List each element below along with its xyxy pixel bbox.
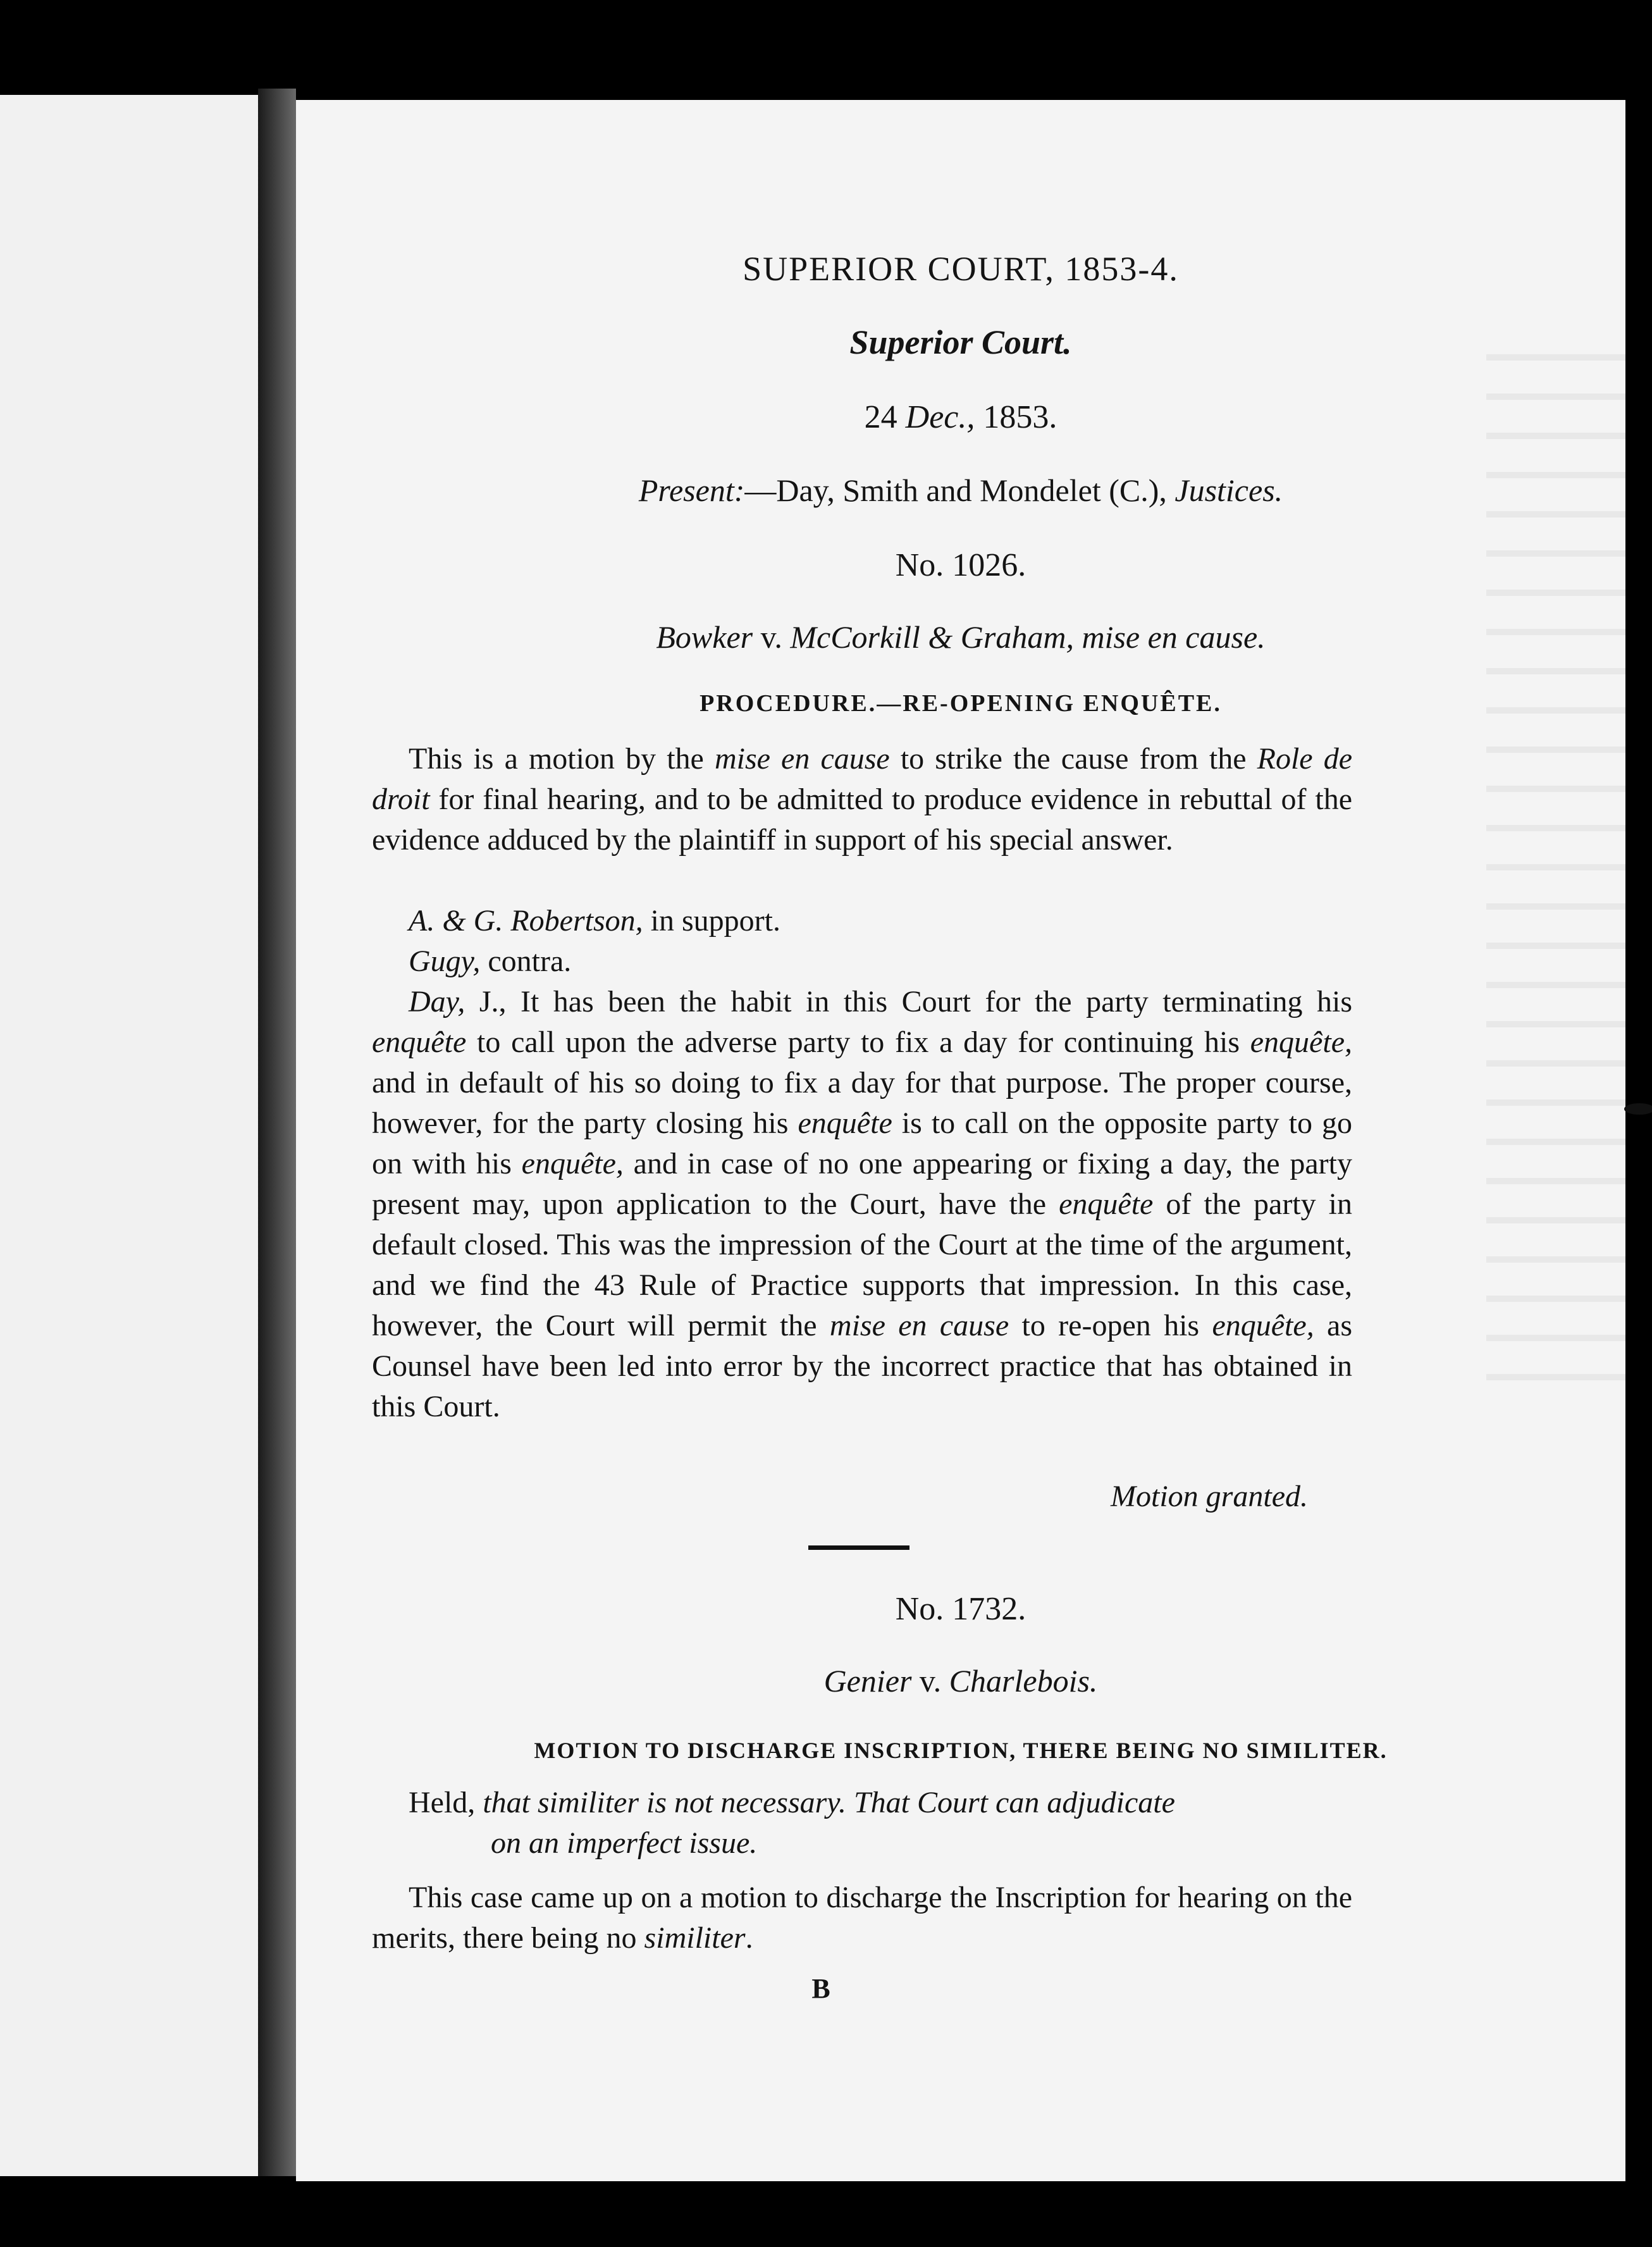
italic-run: enquête, [1250,1025,1352,1059]
counsel-role: contra. [480,944,572,978]
text-run: to re-open his [1009,1309,1212,1342]
caption-defendant: Charlebois. [949,1663,1098,1699]
present-label: Present: [638,473,745,508]
section-divider-rule [808,1545,909,1550]
caption-versus: v. [760,619,782,655]
text-run: This is a motion by the [409,742,715,776]
text-run: is to call on the opposite party to go on with his [372,1106,1353,1180]
text-run: This case came up on a motion to discharge the Inscription for hearing on the merits, there being no [372,1881,1352,1955]
held-headnote [409,1783,1338,1864]
date-day: 24 [864,399,897,435]
italic-run: mise en cause [714,742,890,776]
case-1732-paragraph [372,1878,1352,1959]
text-run: . [745,1921,753,1955]
scan-artifact-speck [1624,1103,1652,1115]
case-number-1732: No. 1732. [895,1591,1026,1627]
text-run: for final hearing, and to be admitted to produce evidence in rebuttal of the evidence adduced by the plaintiff in support of his special answer. [372,783,1352,857]
text-run: of the party in default closed. This was the impression of the Court at the time of the argument, and we find the 43 Rule of Practice supports that impression. In this case, however, the Court will permit the [372,1187,1352,1342]
facing-page-edge [0,95,258,2176]
text-run: as Counsel have been led into error by the incorrect practice that has obtained in this Court. [372,1309,1353,1423]
case-number-1026: No. 1026. [895,547,1026,583]
counsel-in-support [372,901,1352,941]
running-head: SUPERIOR COURT, 1853-4. [743,250,1179,288]
text-run: and in case of no one appearing or fixing a day, the party present may, upon application to the Court, have the [372,1147,1353,1221]
book-spine-shadow [258,89,296,2176]
italic-run: mise en cause [829,1309,1009,1342]
held-label: Held, [409,1786,476,1819]
italic-run: enquête, [521,1147,624,1180]
italic-run: enquête, [1212,1309,1314,1342]
signature-mark: B [811,1973,830,2004]
italic-run: enquête [372,1025,467,1059]
italic-run: enquête [798,1106,892,1140]
italic-run: similiter [644,1921,746,1955]
subject-heading-1026: PROCEDURE.—RE-OPENING ENQUÊTE. [700,690,1222,717]
text-run: and in default of his so doing to fix a day for that purpose. The proper course, however, for the party closing his [372,1066,1352,1140]
present-title: Justices. [1174,473,1283,508]
text-run: to strike the cause from the [889,742,1257,776]
motion-paragraph [372,739,1352,860]
case-caption-1026 [296,619,1625,655]
caption-defendants: McCorkill & Graham, [790,619,1074,655]
subject-heading-1732: MOTION TO DISCHARGE INSCRIPTION, THERE BEING NO SIMILITER. [534,1738,1388,1763]
disposition: Motion granted. [1111,1480,1308,1513]
date-line [296,399,1625,436]
case-caption-1732 [296,1662,1625,1699]
counsel-name: Gugy, [409,944,481,978]
held-text-line1: that similiter is not necessary. That Court can adjudicate [475,1786,1175,1819]
held-text-line2: on an imperfect issue. [491,1826,758,1860]
present-names: —Day, Smith and Mondelet (C.), [744,473,1167,508]
document-page [296,100,1625,2181]
italic-run: Day, [409,985,465,1018]
caption-plaintiff: Bowker [656,619,753,655]
opinion-paragraph [372,982,1352,1427]
counsel-name: A. & G. Robertson, [409,904,643,938]
date-month: Dec., [905,399,975,435]
counsel-role: in support. [643,904,780,938]
italic-run: Role de droit [372,742,1353,816]
date-year: 1853. [983,399,1057,435]
present-line [296,472,1625,509]
court-heading: Superior Court. [849,323,1072,361]
italic-run: enquête [1059,1187,1154,1221]
caption-role: mise en cause. [1082,619,1266,655]
text-run: to call upon the adverse party to fix a day for continuing his [466,1025,1250,1059]
counsel-contra [372,941,1352,982]
caption-versus: v. [919,1663,942,1699]
caption-plaintiff: Genier [823,1663,912,1699]
text-run: J., It has been the habit in this Court for the party terminating his [465,985,1352,1018]
